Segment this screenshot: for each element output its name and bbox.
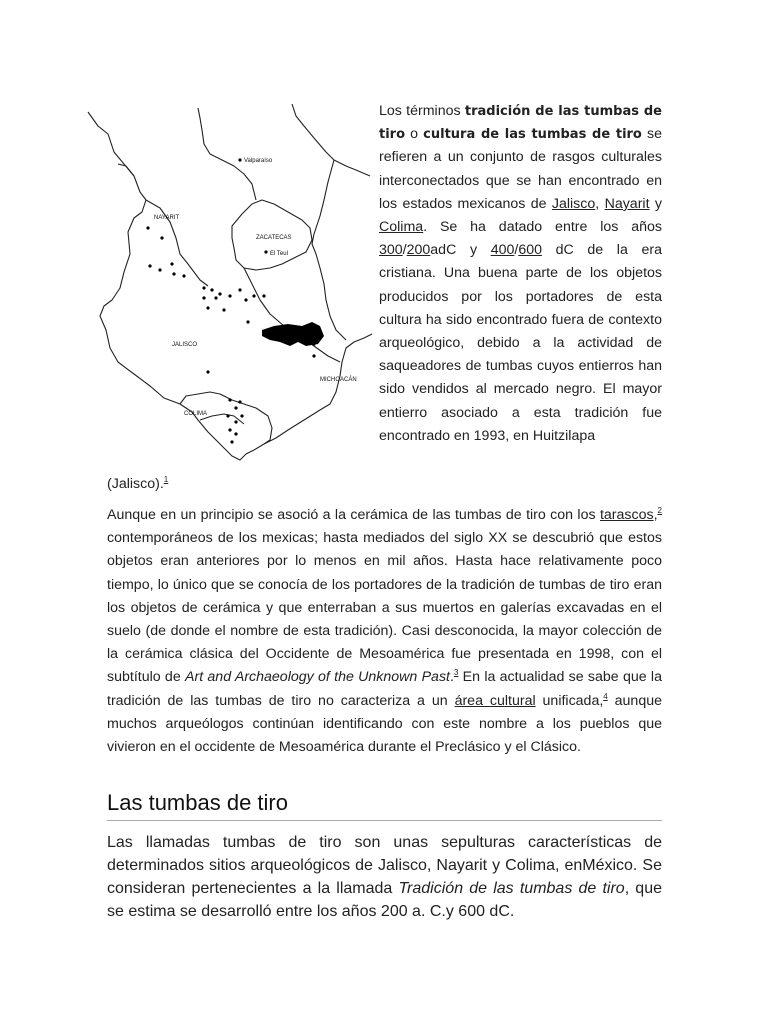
intro-text: /: [514, 242, 519, 259]
archaeological-map: [84, 104, 374, 468]
para-text: Aunque en un principio se asoció a la cerámica de las tumbas de tiro con los: [107, 507, 600, 523]
label-el-teul: El Teul: [270, 251, 288, 257]
label-michoacan: MICHOACÁN: [320, 377, 357, 383]
intro-text: /: [402, 242, 407, 259]
intro-text: se refieren a un conjunto de rasgos culturales interconectados que se han encontrado en los estados mexicanos de: [379, 126, 662, 212]
intro-tail-text: (Jalisco).: [107, 476, 164, 492]
section-text: Las llamadas tumbas de tiro son unas sepulturas características de determinados sitios arqueológicos de Jalisco, Nayarit y Colima, enMéxico. Se consideran pertenecientes a la llamada: [107, 834, 662, 897]
intro-text: . Se ha datado entre los años: [423, 219, 662, 236]
intro-text: dC de la era cristiana. Una buena parte de los objetos producidos por los portadores de esta cultura ha sido encontrado fuera de contexto arqueológico, debido a la actividad de saqueadores de tumbas cuyos entierros han sido vendidos al mercado negro. El mayor entierro asociado a esta tradición fue encontrado en 1993, en Huitzilapa: [379, 242, 662, 444]
ref-1[interactable]: 1: [163, 475, 169, 484]
ref-4[interactable]: 4: [603, 691, 608, 701]
link-200[interactable]: 200: [406, 242, 431, 259]
link-colima[interactable]: Colima: [379, 219, 424, 236]
intro-paragraph: [379, 100, 662, 448]
label-jalisco: JALISCO: [172, 342, 198, 348]
link-400[interactable]: 400: [490, 242, 515, 259]
label-nayarit: NAYARIT: [154, 215, 180, 221]
para-text: ,: [653, 507, 658, 523]
intro-text: y: [649, 195, 662, 212]
intro-text: o: [405, 126, 424, 143]
section-italic: Tradición de las tumbas de tiro: [398, 880, 625, 897]
link-300[interactable]: 300: [379, 242, 403, 259]
para-text: .: [449, 669, 454, 686]
para-text: contemporáneos de los mexicas; hasta mediados del siglo XX se descubrió que estos objetos eran anteriores por lo menos en mil años. Hasta hace relativamente poco tiempo, lo único que se conocía de los portadores de la tradición de tumbas de tiro eran los objetos de cerámica y que enterraban a sus muertos en galerías excavadas en el suelo (de donde el nombre de esta tradición). Casi desconocida, la mayor colección de la cerámica clásica del Occidente de Mesoamérica fue presentada en 1998, con el subtítulo de: [107, 530, 662, 686]
link-tarascos[interactable]: tarascos: [599, 507, 654, 523]
intro-text: Los términos: [379, 103, 465, 119]
ref-2[interactable]: 2: [657, 506, 662, 515]
section-text: , que se estima se desarrolló entre los años 200 a. C.y 600 dC.: [107, 880, 662, 920]
lake-region: [262, 322, 324, 346]
intro-text: ,: [595, 195, 605, 212]
para-text: aunque muchos arqueólogos continúan identificando con este nombre a los pueblos que vivieron en el occidente de Mesoamérica durante el Preclásico y el Clásico.: [107, 692, 662, 756]
link-nayarit[interactable]: Nayarit: [604, 195, 650, 212]
term-cultura: cultura de las tumbas de tiro: [423, 127, 642, 143]
section-heading: Las tumbas de tiro: [107, 788, 662, 821]
link-600[interactable]: 600: [518, 242, 542, 259]
history-paragraph: [107, 504, 662, 759]
label-zacatecas: ZACATECAS: [256, 235, 292, 241]
label-valparaiso: Valparaíso: [244, 158, 273, 164]
colima-border: [180, 392, 272, 444]
intro-tail: [107, 473, 168, 496]
para-text: En la actualidad se sabe que la tradición de las tumbas de tiro no caracteriza a un: [107, 669, 662, 709]
section-paragraph: [107, 831, 662, 923]
link-area-cultural[interactable]: área cultural: [454, 692, 536, 709]
ref-3[interactable]: 3: [453, 668, 459, 678]
intro-text: adC y: [430, 242, 491, 259]
link-jalisco[interactable]: Jalisco: [551, 195, 596, 212]
term-tradicion: tradición de las tumbas de tiro: [379, 104, 662, 143]
exhibition-title: Art and Archaeology of the Unknown Past: [185, 669, 450, 686]
label-colima: COLIMA: [184, 411, 208, 417]
para-text: unificada,: [535, 692, 604, 709]
